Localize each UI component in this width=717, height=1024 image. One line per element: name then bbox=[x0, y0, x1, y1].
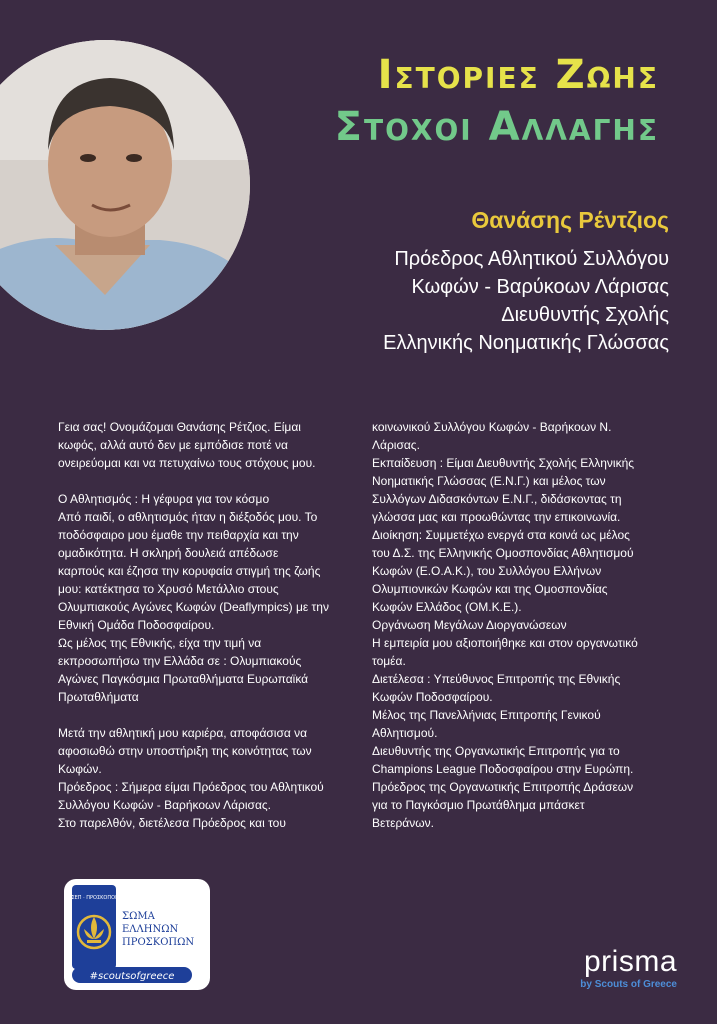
role-line: Ελληνικής Νοηματικής Γλώσσας bbox=[383, 332, 669, 354]
story-line: ομαδικότητα. Η σκληρή δουλειά απέδωσε bbox=[58, 546, 279, 560]
story-line: Πρόεδρος : Σήμερα είμαι Πρόεδρος του Αθλητικού bbox=[58, 780, 324, 794]
story-line: Μετά την αθλητική μου καριέρα, αποφάσισα να bbox=[58, 726, 308, 740]
story-line: Κωφών. bbox=[58, 762, 102, 776]
story-line: Διευθυντής της Οργανωτικής Επιτροπής για το bbox=[372, 744, 620, 758]
role-line: Πρόεδρος Αθλητικού Συλλόγου bbox=[394, 248, 669, 270]
brand-name: prisma bbox=[583, 945, 677, 978]
story-left-column bbox=[58, 418, 358, 832]
story-line: Οργάνωση Μεγάλων Διοργανώσεων bbox=[372, 618, 567, 632]
story-line: κοινωνικού Συλλόγου Κωφών - Βαρήκοων Ν. bbox=[372, 420, 612, 434]
paragraph-gap bbox=[58, 472, 358, 490]
story-line: Λάρισας. bbox=[372, 438, 420, 452]
story-line: Διετέλεσα : Υπεύθυνος Επιτροπής της Εθνικής bbox=[372, 672, 621, 686]
sticker-org-line-1: ΣΩΜΑ bbox=[122, 911, 155, 922]
brand-tagline: by Scouts of Greece bbox=[580, 979, 677, 990]
sticker-org-line-2: ΕΛΛΗΝΩΝ bbox=[122, 924, 179, 935]
story-line: καρπούς και έζησα την κορυφαία στιγμή της ζωής bbox=[58, 564, 321, 578]
sticker-org-line-3: ΠΡΟΣΚΟΠΩΝ bbox=[122, 937, 195, 948]
story-line: κωφός, αλλά αυτό δεν με εμπόδισε ποτέ να bbox=[58, 438, 288, 452]
story-line: Αθλητισμού. bbox=[372, 726, 438, 740]
story-line: ποδόσφαιρο μου έμαθε την πειθαρχία και την bbox=[58, 528, 299, 542]
story-line: Συλλόγου Κωφών - Βαρήκοων Λάρισας. bbox=[58, 798, 271, 812]
badge-text: ΣΕΠ · ΠΡΟΣΚΟΠΟΙ bbox=[71, 895, 117, 901]
story-line: Η εμπειρία μου αξιοποιήθηκε και στον οργανωτικό bbox=[372, 636, 638, 650]
story-line: Ολυμπιακούς Αγώνες Κωφών (Deaflympics) με την bbox=[58, 600, 329, 614]
story-line: Πρωταθλήματα bbox=[58, 690, 139, 704]
role-line: Κωφών - Βαρύκοων Λάρισας bbox=[411, 276, 669, 298]
story-line: του Δ.Σ. της Ελληνικής Ομοσπονδίας Αθλητισμού bbox=[372, 546, 634, 560]
portrait-photo bbox=[0, 40, 250, 330]
story-line: Στο παρελθόν, διετέλεσα Πρόεδρος και του bbox=[58, 816, 286, 830]
story-line: Κωφών (Ε.Ο.Α.Κ.), του Συλλόγου Ελλήνων bbox=[372, 564, 602, 578]
story-right-column bbox=[372, 418, 677, 832]
paragraph-gap bbox=[58, 706, 358, 724]
story-line: Πρόεδρος της Οργανωτικής Επιτροπής Δράσεων bbox=[372, 780, 634, 794]
person-name: Θανάσης Ρέντζιος bbox=[471, 207, 669, 233]
story-line: Αγώνες Παγκόσμια Πρωταθλήματα Ευρωπαϊκά bbox=[58, 672, 309, 686]
story-line: Κωφών Ελλάδος (ΟΜ.Κ.Ε.). bbox=[372, 600, 522, 614]
portrait-illustration bbox=[0, 40, 250, 330]
title-line-2: Στοχοι Αλλαγης bbox=[334, 104, 659, 150]
story-line: γλώσσα μας και προωθώντας την επικοινωνία. bbox=[372, 510, 621, 524]
role-line: Διευθυντής Σχολής bbox=[501, 304, 669, 326]
story-line: εκπροσωπήσω την Ελλάδα σε : Ολυμπιακούς bbox=[58, 654, 302, 668]
story-line: αφοσιωθώ στην υποστήριξη της κοινότητας των bbox=[58, 744, 312, 758]
story-line: τομέα. bbox=[372, 654, 406, 668]
scouts-sticker bbox=[62, 877, 212, 992]
story-line: Εθνική Ομάδα Ποδοσφαίρου. bbox=[58, 618, 215, 632]
story-line: Champions League Ποδοσφαίρου στην Ευρώπη. bbox=[372, 762, 634, 776]
story-line: Γεια σας! Ονομάζομαι Θανάσης Ρέτζιος. Είμαι bbox=[58, 420, 301, 434]
prisma-logo bbox=[580, 946, 677, 992]
story-line: ονειρεύομαι και να πετυχαίνω τους στόχους μου. bbox=[58, 456, 316, 470]
story-line: Κωφών Ποδοσφαίρου. bbox=[372, 690, 493, 704]
story-line: για το Παγκόσμιο Πρωτάθλημα μπάσκετ bbox=[372, 798, 585, 812]
story-line: Από παιδί, ο αθλητισμός ήταν η διέξοδός μου. Το bbox=[58, 510, 318, 524]
story-line: Ολυμπιονικών Κωφών και της Ομοσπονδίας bbox=[372, 582, 608, 596]
story-line: Βετεράνων. bbox=[372, 816, 434, 830]
title-line-1: Ιστοριες Ζωης bbox=[377, 52, 659, 98]
story-line: Διοίκηση: Συμμετέχω ενεργά στα κοινά ως μέλος bbox=[372, 528, 630, 542]
story-line: Μέλος της Πανελλήνιας Επιτροπής Γενικού bbox=[372, 708, 601, 722]
story-line: μου: κατέκτησα το Χρυσό Μετάλλιο στους bbox=[58, 582, 279, 596]
story-line: Εκπαίδευση : Είμαι Διευθυντής Σχολής Ελληνικής bbox=[372, 456, 635, 470]
person-roles bbox=[383, 245, 669, 357]
story-line: Νοηματικής Γλώσσας (Ε.Ν.Γ.) και μέλος των bbox=[372, 474, 606, 488]
sticker-hashtag: #scoutsofgreece bbox=[89, 971, 175, 982]
story-line: Ο Αθλητισμός : Η γέφυρα για τον κόσμο bbox=[58, 492, 270, 506]
story-line: Ως μέλος της Εθνικής, είχα την τιμή να bbox=[58, 636, 262, 650]
story-line: Συλλόγων Διδασκόντων Ε.Ν.Γ., διδάσκοντας τη bbox=[372, 492, 622, 506]
